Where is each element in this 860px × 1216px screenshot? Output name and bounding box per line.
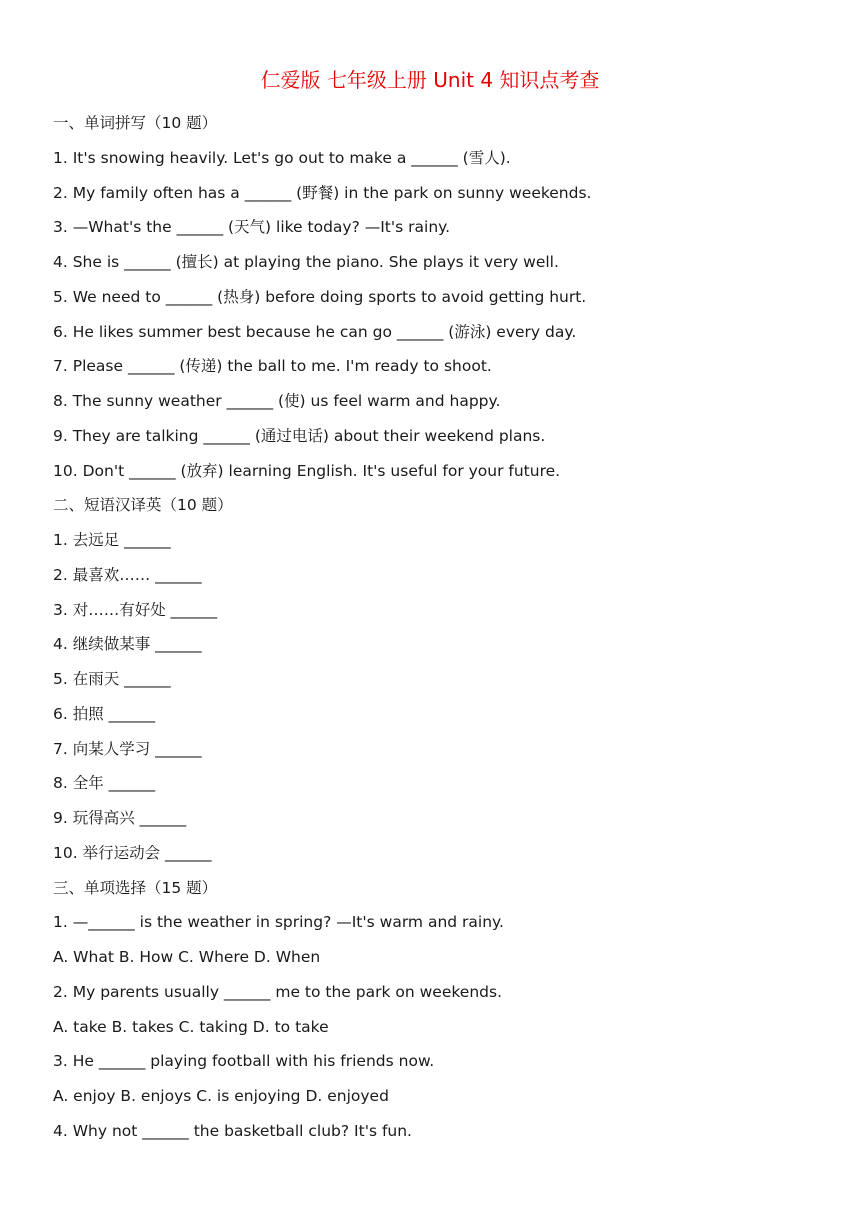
answer-options: A. enjoy B. enjoys C. is enjoying D. enjoyed: [53, 1087, 389, 1105]
page-title: 仁爱版 七年级上册 Unit 4 知识点考查: [260, 68, 600, 92]
question-line: 7. Please ______ (传递) the ball to me. I'm ready to shoot.: [53, 357, 492, 376]
question-line: 8. 全年 ______: [53, 774, 156, 793]
question-line: 7. 向某人学习 ______: [53, 739, 202, 758]
question-line: 3. 对……有好处 ______: [53, 600, 218, 619]
question-line: 2. 最喜欢…… ______: [53, 565, 202, 584]
question-line: 6. He likes summer best because he can go ______ (游泳) every day.: [53, 322, 577, 341]
question-line: 1. 去远足 ______: [53, 531, 171, 549]
question-line: 2. My parents usually ______ me to the park on weekends.: [53, 982, 502, 1001]
question-line: 3. —What's the ______ (天气) like today? —It's rainy.: [53, 218, 451, 237]
question-line: 8. The sunny weather ______ (使) us feel warm and happy.: [53, 392, 501, 410]
question-line: 4. 继续做某事 ______: [53, 635, 202, 654]
question-line: 4. She is ______ (擅长) at playing the piano. She plays it very well.: [53, 253, 559, 271]
answer-options: A. take B. takes C. taking D. to take: [53, 1017, 329, 1036]
question-list: [53, 111, 833, 1154]
question-line: 9. They are talking ______ (通过电话) about their weekend plans.: [53, 426, 546, 445]
question-line: 1. —______ is the weather in spring? —It's warm and rainy.: [53, 913, 504, 932]
section-heading-spelling: 一、单词拼写（10 题）: [53, 114, 218, 132]
answer-options: A. What B. How C. Where D. When: [53, 948, 321, 966]
question-line: 9. 玩得高兴 ______: [53, 809, 187, 827]
section-heading-translation: 二、短语汉译英（10 题）: [53, 496, 233, 515]
question-line: 5. 在雨天 ______: [53, 670, 171, 688]
question-line: 10. 举行运动会 ______: [53, 843, 212, 862]
question-line: 2. My family often has a ______ (野餐) in the park on sunny weekends.: [53, 183, 592, 202]
question-line: 3. He ______ playing football with his friends now.: [53, 1052, 435, 1071]
section-heading-multiple-choice: 三、单项选择（15 题）: [53, 878, 218, 897]
question-line: 6. 拍照 ______: [53, 704, 156, 723]
question-line: 1. It's snowing heavily. Let's go out to make a ______ (雪人).: [53, 148, 511, 167]
question-line: 10. Don't ______ (放弃) learning English. It's useful for your future.: [53, 461, 561, 480]
question-line: 4. Why not ______ the basketball club? It's fun.: [53, 1121, 412, 1140]
question-line: 5. We need to ______ (热身) before doing sports to avoid getting hurt.: [53, 287, 587, 306]
